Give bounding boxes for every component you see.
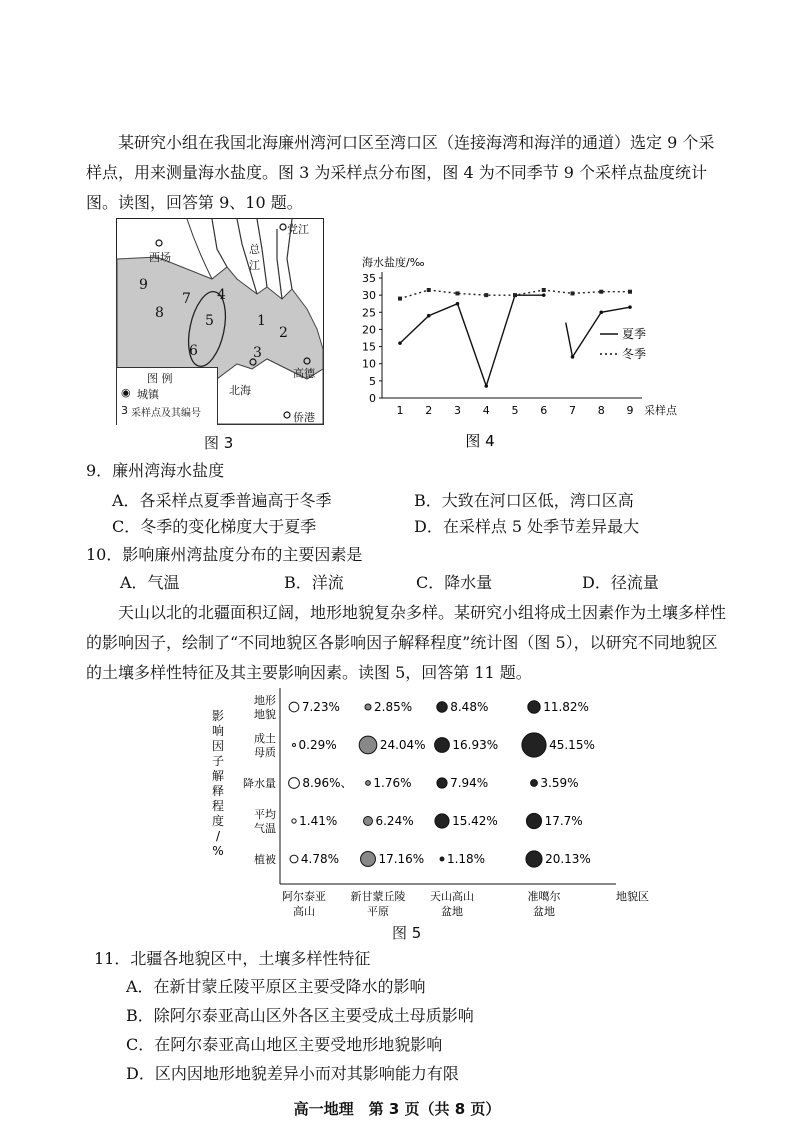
q10-option-b[interactable]: B．洋流 <box>284 573 344 592</box>
bubble-value-label: 7.23% <box>301 700 340 714</box>
bubble-value-label: 20.13% <box>545 852 591 866</box>
bubble-ylabel-char: 影 <box>211 709 225 723</box>
summer-point <box>571 355 575 359</box>
bubble-point <box>366 781 371 786</box>
intro-paragraph-1: 某研究小组在我国北海廉州湾河口区至湾口区（连接海湾和海洋的通道）选定 9 个采样点，用来测量海水盐度。图 3 为采样点分布图，图 4 为不同季节 9 个采样点盐度统计图。读图，回答第 9、10 题。 <box>86 133 715 212</box>
series-summer-line <box>400 295 544 386</box>
series-summer-line-2 <box>566 307 630 357</box>
bubble-point <box>440 857 444 861</box>
legend-point-symbol: 3 <box>121 404 128 417</box>
q10-option-c[interactable]: C．降水量 <box>416 573 493 592</box>
winter-point <box>427 288 431 292</box>
salinity-line-chart <box>350 250 680 450</box>
winter-point <box>571 291 575 295</box>
q10-stem: 10．影响廉州湾盐度分布的主要因素是 <box>86 545 363 564</box>
factor-bubble-chart <box>200 680 649 920</box>
line-xtick: 8 <box>597 404 605 417</box>
summer-point <box>484 384 488 388</box>
winter-point <box>513 293 517 297</box>
factor-label-降水量: 降水量 <box>243 777 276 790</box>
q10-option-a[interactable]: A．气温 <box>120 573 180 592</box>
legend-point: 采样点及其编号 <box>131 408 201 419</box>
bubble-value-label: 7.94% <box>450 776 489 790</box>
bubble-point <box>526 813 541 828</box>
line-ytick: 5 <box>369 374 376 388</box>
bubble-ylabel-char: 子 <box>211 754 225 768</box>
winter-point <box>456 291 460 295</box>
category-label-3: 准噶尔 <box>527 890 561 903</box>
bubble-ylabel-char: % <box>212 844 224 858</box>
sampling-map <box>116 218 324 425</box>
summer-point <box>427 314 431 318</box>
bubble-point <box>526 851 542 867</box>
intro-paragraph-2: 天山以北的北疆面积辽阔，地形地貌复杂多样。某研究小组将成土因素作为土壤多样性的影响因子，绘制了“不同地貌区各影响因子解释程度”统计图（图 5），以研究不同地貌区的土壤多样性特征及其主要影响因素。读图 5，回答第 11 题。 <box>86 603 727 682</box>
bubble-point <box>290 855 298 863</box>
bubble-value-label: 8.48% <box>450 700 489 714</box>
city-xichang: 西场 <box>149 251 171 264</box>
category-label-0: 高山 <box>293 905 315 918</box>
bubble-value-label: 3.59% <box>540 776 579 790</box>
bubble-value-label: 1.76% <box>373 776 412 790</box>
bubble-ylabel-char: 解 <box>211 769 225 783</box>
line-ytick: 0 <box>369 392 376 405</box>
bubble-value-label: 24.04% <box>379 738 426 752</box>
legend-city-symbol: ◉ <box>121 386 131 399</box>
q11-option-d[interactable]: D．区内因地形地貌差异小而对其影响能力有限 <box>126 1064 459 1083</box>
line-ytick: 25 <box>362 306 376 320</box>
q11-option-b[interactable]: B．除阿尔泰亚高山区外各区主要受成土母质影响 <box>126 1006 474 1025</box>
city-dangjiang: 党江 <box>287 223 309 236</box>
factor-label-平均气温: 气温 <box>254 822 276 835</box>
category-label-1: 新甘蒙丘陵 <box>350 890 406 903</box>
bubble-value-label: 1.41% <box>299 814 338 828</box>
bubble-value-label: 4.78% <box>300 852 340 866</box>
point-2: 2 <box>279 325 288 341</box>
q11-option-a[interactable]: A．在新甘蒙丘陵平原区主要受降水的影响 <box>126 977 426 996</box>
bubble-value-label: 11.82% <box>543 700 589 714</box>
category-label-1: 平原 <box>367 905 389 918</box>
bubble-point <box>435 738 450 753</box>
bubble-point <box>522 733 546 757</box>
bubble-caption: 图 5 <box>392 924 422 942</box>
line-xtick: 1 <box>396 404 404 417</box>
winter-point <box>628 290 632 294</box>
line-ytick: 30 <box>362 289 376 303</box>
bubble-value-label: 0.29% <box>298 738 337 752</box>
map-legend <box>117 367 218 425</box>
q9-option-d[interactable]: D．在采样点 5 处季节差异最大 <box>414 517 640 536</box>
bubble-value-label: 17.7% <box>544 814 583 828</box>
summer-point <box>628 305 632 309</box>
category-label-0: 阿尔泰亚 <box>282 890 326 903</box>
q11-stem: 11．北疆各地貌区中，土壤多样性特征 <box>94 949 371 968</box>
city-zong: 总 <box>249 243 260 256</box>
winter-point <box>542 288 546 292</box>
factor-label-成土母质: 成土 <box>254 732 276 745</box>
bubble-point <box>289 778 300 789</box>
bubble-xlabel: 地貌区 <box>616 890 649 903</box>
line-xlabel: 采样点 <box>644 404 677 417</box>
q9-stem: 9．廉州湾海水盐度 <box>86 461 225 480</box>
page-footer: 高一地理 第 3 页（共 8 页） <box>293 1100 501 1118</box>
bubble-ylabel-char: / <box>215 829 221 843</box>
bubble-point <box>292 819 296 823</box>
point-8: 8 <box>155 305 164 321</box>
bubble-value-label: 8.96%、 <box>302 776 353 790</box>
bubble-value-label: 6.24% <box>375 814 414 828</box>
line-xtick: 2 <box>425 404 433 417</box>
bubble-ylabel-char: 因 <box>211 739 225 753</box>
bubble-point <box>531 780 538 787</box>
line-ytick: 20 <box>362 323 376 337</box>
city-jiang: 江 <box>249 259 260 272</box>
point-9: 9 <box>139 277 148 293</box>
bubble-value-label: 16.93% <box>452 738 499 752</box>
bubble-point <box>528 701 540 713</box>
bubble-value-label: 17.16% <box>378 852 425 866</box>
category-label-2: 盆地 <box>441 905 463 918</box>
line-xtick: 5 <box>511 404 519 417</box>
point-4: 4 <box>217 287 226 303</box>
line-ytick: 35 <box>362 272 376 285</box>
q9-option-c[interactable]: C．冬季的变化梯度大于夏季 <box>112 517 317 536</box>
map-caption: 图 3 <box>204 434 234 452</box>
factor-label-地形地貌: 地形 <box>254 694 276 707</box>
bubble-point <box>293 744 296 747</box>
legend-city: 城镇 <box>137 388 159 401</box>
point-7: 7 <box>182 291 191 307</box>
legend-summer-label: 夏季 <box>622 327 647 341</box>
factor-label-平均气温: 平均 <box>254 808 276 821</box>
factor-label-成土母质: 母质 <box>254 746 276 759</box>
bubble-point <box>365 704 371 710</box>
line-xtick: 6 <box>540 404 548 417</box>
bubble-ylabel-char: 释 <box>211 784 225 798</box>
line-ytick: 15 <box>362 340 376 354</box>
city-gaode: 高德 <box>293 367 315 380</box>
city-beihai: 北海 <box>229 384 251 397</box>
category-label-2: 天山高山 <box>430 890 474 903</box>
point-1: 1 <box>257 313 266 329</box>
q11-option-c[interactable]: C．在阿尔泰亚高山地区主要受地形地貌影响 <box>126 1035 443 1054</box>
factor-label-地形地貌: 地貌 <box>254 708 276 721</box>
city-qiaogang: 侨港 <box>293 411 315 424</box>
q9-option-a[interactable]: A．各采样点夏季普遍高于冬季 <box>112 491 332 510</box>
bubble-point <box>359 736 377 754</box>
point-6: 6 <box>189 343 198 359</box>
summer-point <box>456 302 460 306</box>
bubble-value-label: 15.42% <box>452 814 498 828</box>
winter-point <box>484 293 488 297</box>
line-xtick: 3 <box>454 404 461 417</box>
bubble-value-label: 45.15% <box>549 738 595 752</box>
bubble-point <box>361 852 376 867</box>
point-3: 3 <box>253 345 262 361</box>
category-label-3: 盆地 <box>533 905 555 918</box>
q10-option-d[interactable]: D．径流量 <box>582 573 659 592</box>
bubble-ylabel-char: 响 <box>211 724 225 738</box>
winter-point <box>599 290 603 294</box>
line-xtick: 4 <box>482 404 490 417</box>
legend-winter-label: 冬季 <box>622 347 647 361</box>
bubble-ylabel-char: 度 <box>211 814 225 828</box>
line-xtick: 9 <box>626 404 634 417</box>
legend-title: 图 例 <box>147 372 173 385</box>
summer-point <box>542 293 546 297</box>
bubble-ylabel-char: 程 <box>211 799 225 813</box>
line-xtick: 7 <box>569 404 576 417</box>
summer-point <box>398 341 402 345</box>
bubble-point <box>437 778 447 788</box>
summer-point <box>599 310 603 314</box>
q9-option-b[interactable]: B．大致在河口区低，湾口区高 <box>414 491 634 510</box>
bubble-point <box>435 814 449 828</box>
point-5: 5 <box>205 313 214 329</box>
line-ylabel: 海水盐度/‰ <box>362 256 425 269</box>
bubble-value-label: 2.85% <box>374 700 413 714</box>
bubble-point <box>289 702 299 712</box>
bubble-value-label: 1.18% <box>446 852 486 866</box>
line-caption: 图 4 <box>465 432 495 450</box>
factor-label-植被: 植被 <box>254 853 276 866</box>
winter-point <box>398 297 402 301</box>
bubble-point <box>437 702 447 712</box>
line-ytick: 10 <box>362 357 376 371</box>
bubble-point <box>364 817 373 826</box>
